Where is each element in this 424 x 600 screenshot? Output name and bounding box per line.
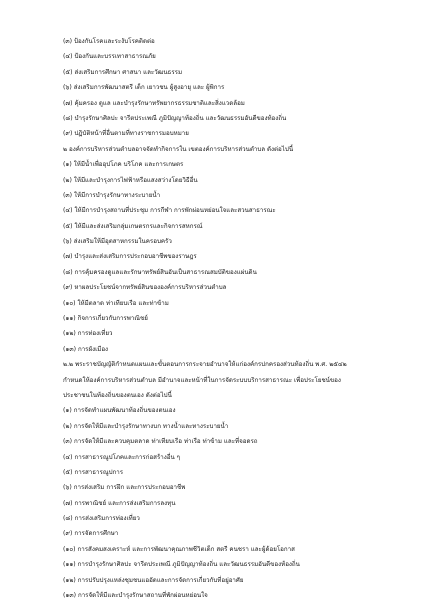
list-item: (๑) การจัดทำแผนพัฒนาท้องถิ่นของตนเอง — [63, 407, 176, 415]
list-item: (๑๐) ให้มีตลาด ท่าเทียบเรือ และท่าข้าม — [63, 299, 169, 307]
list-item: (๖) การส่งเสริม การฝึก และการประกอบอาชีพ — [63, 484, 186, 492]
list-item: (๑) ให้มีน้ำเพื่ออุปโภค บริโภค และการเกษตร — [63, 161, 184, 169]
list-item: (๗) คุ้มครอง ดูแล และบำรุงรักษาทรัพยากรธรรมชาติและสิ่งแวดล้อม — [63, 99, 245, 107]
list-item: (๑๐) การสังคมสงเคราะห์ และการพัฒนาคุณภาพชีวิตเด็ก สตรี คนชรา และผู้ด้อยโอกาส — [63, 545, 295, 553]
list-item: (๒) การจัดให้มีและบำรุงรักษาทางบก ทางน้ำและทางระบายน้ำ — [63, 422, 229, 430]
list-item: (๑๒) การปรับปรุงแหล่งชุมชนแออัดและการจัดการเกี่ยวกับที่อยู่อาศัย — [63, 576, 244, 584]
list-item: (๙) ปฏิบัติหน้าที่อื่นตามที่ทางราชการมอบหมาย — [63, 130, 189, 138]
list-item: (๔) ป้องกันและบรรเทาสาธารณภัย — [63, 53, 156, 61]
list-item: (๓) ให้มีการบำรุงรักษาทางระบายน้ำ — [63, 191, 161, 199]
list-item: (๙) การจัดการศึกษา — [63, 530, 119, 538]
list-item: (๑๑) การบำรุงรักษาศิลปะ จารีตประเพณี ภูมิปัญญาท้องถิ่น และวัฒนธรรมอันดีของท้องถิ่น — [63, 561, 300, 569]
section-heading: ๒ องค์การบริหารส่วนตำบลอาจจัดทำกิจการใน เขตองค์การบริหารส่วนตำบล ดังต่อไปนี้ — [63, 145, 294, 153]
list-item: (๓) การจัดให้มีและควบคุมตลาด ท่าเทียบเรือ ท่าเรือ ท่าข้าม และที่จอดรถ — [63, 438, 258, 446]
list-item: (๑๑) กิจการเกี่ยวกับการพาณิชย์ — [63, 315, 148, 322]
list-item: (๘) บำรุงรักษาศิลปะ จารีตประเพณี ภูมิปัญญาท้องถิ่น และวัฒนธรรมอันดีของท้องถิ่น — [63, 114, 287, 122]
list-item: (๘) การส่งเสริมการท่องเที่ยว — [63, 515, 140, 523]
list-item: (๑๓) การผังเมือง — [63, 345, 109, 353]
list-item: (๕) การสาธารณูปการ — [63, 468, 124, 476]
list-item: (๔) การสาธารณูปโภคและการก่อสร้างอื่น ๆ — [63, 453, 180, 461]
list-item: (๑๓) การจัดให้มีและบำรุงรักษาสถานที่พักผ่อนหย่อนใจ — [63, 592, 208, 599]
list-item: (๙) หาผลประโยชน์จากทรัพย์สินขององค์การบริหารส่วนตำบล — [63, 284, 227, 292]
list-item: (๕) ส่งเสริมการศึกษา ศาสนา และวัฒนธรรม — [63, 68, 183, 76]
list-item: (๗) การพาณิชย์ และการส่งเสริมการลงทุน — [63, 499, 176, 507]
list-item: (๖) ส่งเสริมให้มีอุตสาหกรรมในครอบครัว — [63, 238, 172, 246]
section-paragraph: ๒.๒ พระราชบัญญัติกำหนดแผนและขั้นตอนการกระจายอำนาจให้แก่องค์กรปกครองส่วนท้องถิ่น พ.ศ. ๒๕๔๒ — [63, 361, 347, 369]
list-item: (๕) ให้มีและส่งเสริมกลุ่มเกษตรกรและกิจการสหกรณ์ — [63, 222, 203, 230]
list-item: (๑๒) การท่องเที่ยว — [63, 330, 113, 338]
list-item: (๗) บำรุงและส่งเสริมการประกอบอาชีพของราษฎร — [63, 253, 197, 261]
section-paragraph: กำหนดให้องค์การบริหารส่วนตำบล มีอำนาจและหน้าที่ในการจัดระบบบริการสาธารณะ เพื่อประโยชน์ของ — [63, 376, 341, 384]
list-item: (๒) ให้มีและบำรุงการไฟฟ้าหรือแสงสว่างโดยวิธีอื่น — [63, 176, 198, 184]
list-item: (๓) ป้องกันโรคและระงับโรคติดต่อ — [63, 38, 155, 45]
list-item: (๔) ให้มีการบำรุงสถานที่ประชุม การกีฬา การพักผ่อนหย่อนใจและสวนสาธารณะ — [63, 207, 276, 215]
section-paragraph: ประชาชนในท้องถิ่นของตนเอง ดังต่อไปนี้ — [63, 391, 172, 399]
list-item: (๘) การคุ้มครองดูแลและรักษาทรัพย์สินอันเป็นสาธารณสมบัติของแผ่นดิน — [63, 268, 257, 276]
list-item: (๖) ส่งเสริมการพัฒนาสตรี เด็ก เยาวชน ผู้สูงอายุ และ ผู้พิการ — [63, 84, 225, 92]
